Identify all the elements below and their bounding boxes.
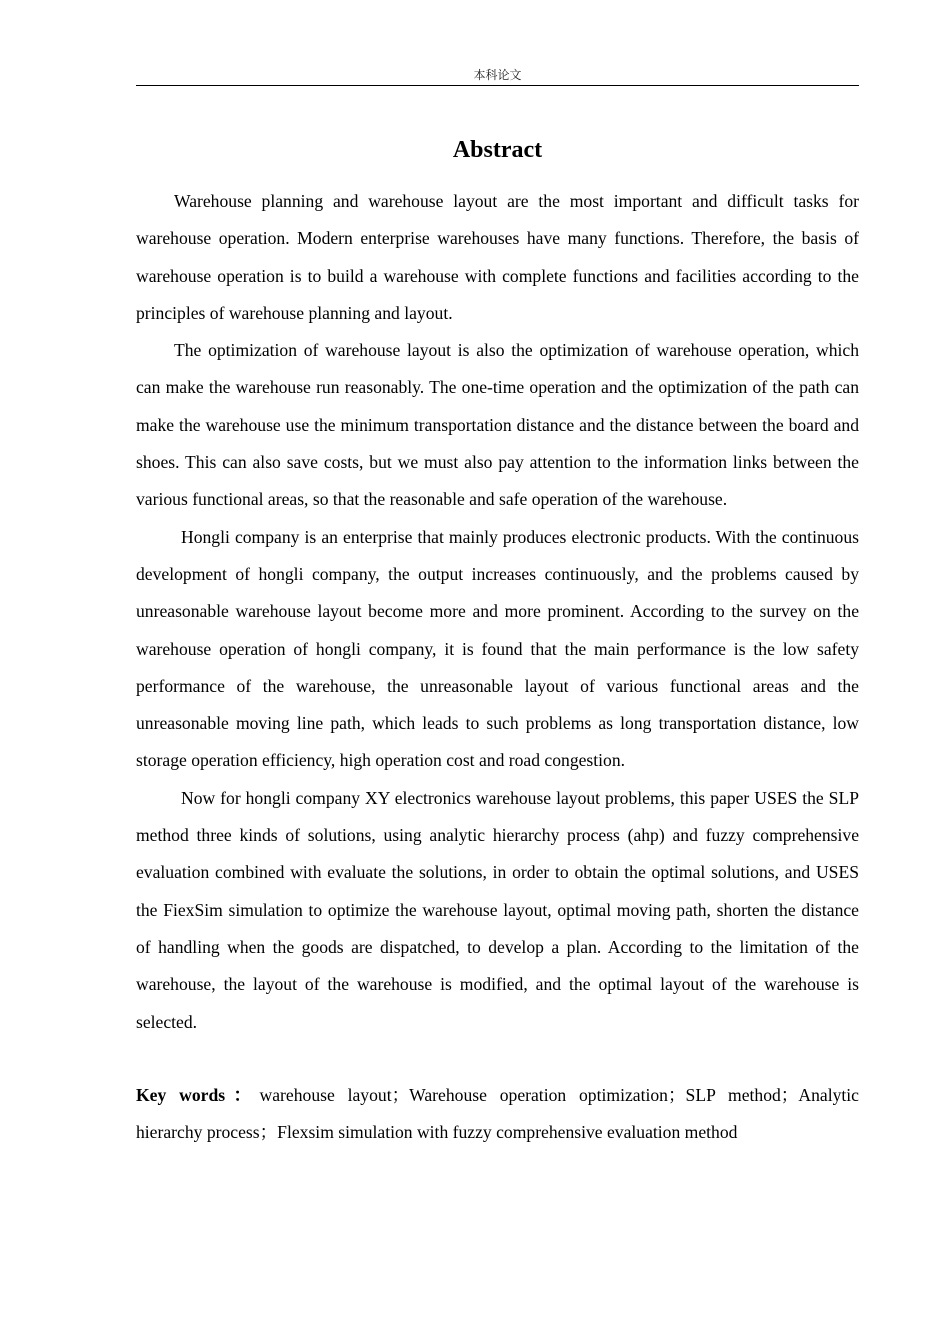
keywords-text: warehouse layout；Warehouse operation optimization；SLP method；Analytic hierarchy process；Flexsim simulation with fuzzy comprehensive evaluation method xyxy=(136,1084,859,1143)
abstract-paragraph-2: The optimization of warehouse layout is also the optimization of warehouse operation, which can make the warehouse run reasonably. The one-time operation and the optimization of the path can make the warehouse use the minimum transportation distance and the distance between the board and shoes. This can also save costs, but we must also pay attention to the information links between the various functional areas, so that the reasonable and safe operation of the warehouse. xyxy=(136,340,859,510)
abstract-body xyxy=(136,183,859,1151)
keywords-block xyxy=(136,1077,859,1152)
abstract-paragraph-3: Hongli company is an enterprise that mainly produces electronic products. With the continuous development of hongli company, the output increases continuously, and the problems caused by unreasonable warehouse layout become more and more prominent. According to the survey on the warehouse operation of hongli company, it is found that the main performance is the low safety performance of the warehouse, the unreasonable layout of various functional areas and the unreasonable moving line path, which leads to such problems as long transportation distance, low storage operation efficiency, high operation cost and road congestion. xyxy=(136,526,859,771)
header-rule xyxy=(136,85,859,86)
abstract-paragraph-4: Now for hongli company XY electronics warehouse layout problems, this paper USES the SLP method three kinds of solutions, using analytic hierarchy process (ahp) and fuzzy comprehensive evaluation combined with evaluate the solutions, in order to obtain the optimal solutions, and USES the FiexSim simulation to optimize the warehouse layout, optimal moving path, shorten the distance of handling when the goods are dispatched, to develop a plan. According to the limitation of the warehouse, the layout of the warehouse is modified, and the optimal layout of the warehouse is selected. xyxy=(136,787,859,1032)
abstract-paragraph-1: Warehouse planning and warehouse layout are the most important and difficult tasks for warehouse operation. Modern enterprise warehouses have many functions. Therefore, the basis of warehouse operation is to build a warehouse with complete functions and facilities according to the principles of warehouse planning and layout. xyxy=(136,191,859,323)
abstract-title: Abstract xyxy=(452,137,543,163)
keywords-label: Key words： xyxy=(136,1084,260,1105)
running-header: 本科论文 xyxy=(473,68,522,82)
